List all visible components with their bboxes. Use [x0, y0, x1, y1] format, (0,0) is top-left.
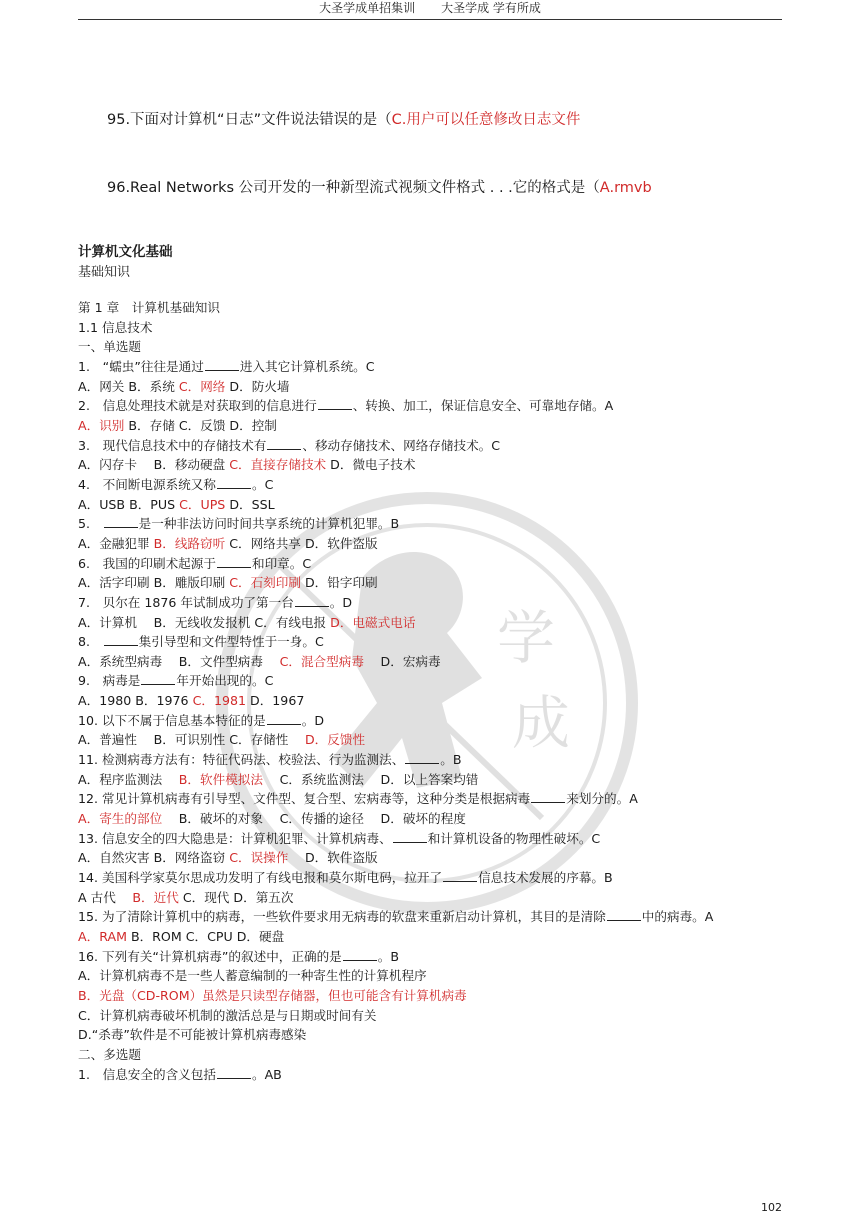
question-text: 9. 病毒是 — [78, 673, 141, 689]
question-14 — [78, 868, 788, 888]
question-95 — [107, 108, 580, 129]
question-10 — [78, 711, 788, 731]
option-text: D．1967 — [246, 693, 305, 709]
option-text: D．防火墙 — [225, 378, 290, 394]
option-text: B．ROM C．CPU D．硬盘 — [126, 929, 285, 944]
option-text: B．破坏的对象 C．传播的途径 D．破坏的程度 — [162, 811, 466, 827]
option-text: A．程序监测法 — [78, 771, 179, 787]
question-text: 15. 为了清除计算机中的病毒，一些软件要求用无病毒的软盘来重新启动计算机，其目的是清除 — [78, 909, 606, 925]
question-3 — [78, 436, 788, 456]
question-text: 和印章。C — [251, 555, 312, 571]
question-10-options — [78, 730, 788, 750]
question-6-options — [78, 573, 788, 593]
question-text: 11. 检测病毒方法有：特征代码法、校验法、行为监测法、 — [78, 752, 405, 768]
answer-blank — [607, 908, 641, 921]
answer-blank — [267, 712, 301, 725]
option-text: D．软件盗版 — [288, 850, 378, 866]
answer-blank — [104, 515, 138, 528]
option-text: D．铅字印刷 — [300, 575, 378, 591]
question-text: 1. “蠕虫”往往是通过 — [78, 358, 204, 374]
question-4-options — [78, 495, 788, 515]
question-text: 来划分的。A — [566, 791, 638, 807]
correct-option: C．混合型病毒 — [279, 653, 364, 669]
correct-option: D．反馈性 — [304, 732, 366, 748]
answer-blank — [104, 633, 138, 646]
option-text: A 古代 — [78, 889, 133, 905]
watermark-text-2: 成 — [512, 689, 571, 757]
question-11-options — [78, 770, 788, 790]
question-text: 10. 以下不属于信息基本特征的是 — [78, 712, 266, 728]
option-text: A．计算机 B．无线收发报机 C．有线电报 — [78, 614, 331, 630]
question-16-option-d: D.“杀毒”软件是不可能被计算机病毒感染 — [78, 1027, 307, 1043]
question-5-options — [78, 534, 788, 554]
question-text: 3. 现代信息技术中的存储技术有 — [78, 437, 267, 453]
answer-blank — [141, 672, 175, 685]
option-text: A．闪存卡 B．移动硬盘 — [78, 457, 230, 473]
question-12-options — [78, 809, 788, 829]
question-15-options — [78, 927, 788, 947]
option-text: A．活字印刷 B．雕版印刷 — [78, 575, 230, 591]
question-text: 信息技术发展的序幕。B — [478, 870, 613, 886]
option-text: A．系统型病毒 B．文件型病毒 — [78, 653, 280, 669]
question-text: 13. 信息安全的四大隐患是：计算机犯罪、计算机病毒、 — [78, 830, 392, 846]
question-96-answer: A.rmvb — [599, 180, 652, 196]
question-11 — [78, 750, 788, 770]
question-16-option-b: B．光盘（CD-ROM）虽然是只读型存储器，但也可能含有计算机病毒 — [78, 987, 467, 1003]
correct-option: B．线路窃听 — [153, 535, 226, 551]
question-3-options — [78, 455, 788, 475]
question-9 — [78, 671, 788, 691]
correct-option: C．石刻印刷 — [229, 575, 301, 591]
question-16: 16. 下列有关“计算机病毒”的叙述中，正确的是 。B — [78, 948, 400, 964]
question-list — [78, 357, 788, 947]
question-5 — [78, 514, 788, 534]
question-text: 、移动存储技术、网络存储技术。C — [302, 437, 501, 453]
correct-option: A．RAM — [78, 929, 127, 944]
correct-option: D．电磁式电话 — [330, 614, 416, 630]
correct-option: C．1981 — [192, 693, 246, 709]
question-8 — [78, 632, 788, 652]
question-text: 。C — [251, 476, 274, 492]
option-text: C．现代 D．第五次 — [178, 889, 294, 905]
question-8-options — [78, 652, 788, 672]
question-96-text: 96.Real Networks 公司开发的一种新型流式视频文件格式 . . .它的格式是（ — [107, 180, 600, 196]
question-16-option-a: A．计算机病毒不是一些人蓄意编制的一种寄生性的计算机程序 — [78, 968, 427, 984]
question-2 — [78, 396, 788, 416]
question-13 — [78, 829, 788, 849]
question-6 — [78, 554, 788, 574]
option-text: A．金融犯罪 — [78, 535, 154, 551]
question-text: 12. 常见计算机病毒有引导型、文件型、复合型、宏病毒等，这种分类是根据病毒 — [78, 791, 531, 807]
question-2-options — [78, 416, 788, 436]
question-text: 和计算机设备的物理性破坏。C — [427, 830, 601, 846]
question-text: 进入其它计算机系统。C — [239, 358, 375, 374]
question-96 — [107, 176, 652, 197]
question-9-options — [78, 691, 788, 711]
question-text: 8. — [78, 634, 103, 650]
question-text: 4. 不间断电源系统又称 — [78, 476, 216, 492]
answer-blank — [318, 397, 352, 410]
question-text: 14. 美国科学家莫尔思成功发明了有线电报和莫尔斯电码，拉开了 — [78, 870, 443, 886]
content-body — [78, 298, 788, 1084]
option-text: A．USB B．PUS — [78, 496, 180, 512]
answer-blank — [443, 869, 477, 882]
question-text: 是一种非法访问时间共享系统的计算机犯罪。B — [138, 516, 400, 532]
answer-blank — [393, 830, 427, 843]
option-text: B．存储 C．反馈 D．控制 — [124, 417, 277, 433]
part-1-title: 一、单选题 — [78, 339, 141, 355]
chapter-title: 第 1 章 计算机基础知识 — [78, 300, 220, 315]
question-7-options — [78, 613, 788, 633]
section-title: 计算机文化基础 — [78, 244, 173, 260]
correct-option: C．网络 — [178, 378, 226, 394]
correct-option: C．误操作 — [229, 850, 289, 866]
option-text: A．普遍性 B．可识别性 C．存储性 — [78, 732, 305, 748]
question-95-text: 95.下面对计算机“日志”文件说法错误的是（ — [107, 112, 392, 128]
option-text: C．网络共享 D．软件盗版 — [225, 535, 378, 551]
correct-option: C．UPS — [179, 496, 226, 512]
question-14-options — [78, 888, 788, 908]
option-text: D．宏病毒 — [363, 653, 441, 669]
answer-blank — [217, 476, 251, 489]
question-1 — [78, 357, 788, 377]
answer-blank — [405, 751, 439, 764]
question-text: 。D — [301, 712, 325, 728]
correct-option: A．识别 — [78, 417, 125, 433]
question-95-answer: C.用户可以任意修改日志文件 — [391, 112, 581, 128]
question-text: 、转换、加工，保证信息安全、可靠地存储。A — [352, 398, 614, 414]
correct-option: B．近代 — [132, 889, 179, 905]
header-left: 大圣学成单招集训 — [319, 1, 416, 15]
question-12 — [78, 789, 788, 809]
answer-blank — [205, 358, 239, 371]
question-text: 6. 我国的印刷术起源于 — [78, 555, 216, 571]
question-text: 中的病毒。A — [641, 909, 714, 925]
multi-question-1: 1. 信息安全的含义包括 。AB — [78, 1066, 282, 1082]
question-text: 。B — [440, 752, 462, 768]
option-text: D．微电子技术 — [326, 457, 416, 473]
question-7 — [78, 593, 788, 613]
option-text: D．SSL — [225, 496, 275, 512]
question-15 — [78, 907, 788, 927]
option-text: C．系统监测法 D．以上答案均错 — [262, 771, 479, 787]
option-text: A．1980 B．1976 — [78, 693, 193, 709]
answer-blank — [295, 594, 329, 607]
question-4 — [78, 475, 788, 495]
question-text: 。D — [329, 594, 353, 610]
page-header — [78, 0, 782, 20]
subsection-title: 1.1 信息技术 — [78, 319, 153, 335]
question-text: 5. — [78, 516, 103, 532]
correct-option: C．直接存储技术 — [229, 457, 327, 473]
header-right: 大圣学成 学有所成 — [441, 1, 541, 15]
question-text: 年开始出现的。C — [176, 673, 274, 689]
answer-blank — [217, 555, 251, 568]
question-16-option-c: C．计算机病毒破坏机制的激活总是与日期或时间有关 — [78, 1007, 377, 1023]
option-text: A．自然灾害 B．网络盗窃 — [78, 850, 230, 866]
option-text: A．网关 B．系统 — [78, 378, 179, 394]
section-subtitle: 基础知识 — [78, 265, 131, 280]
correct-option: B．软件模拟法 — [178, 771, 263, 787]
question-text: 2. 信息处理技术就是对获取到的信息进行 — [78, 398, 317, 414]
page-number: 102 — [761, 1201, 782, 1214]
answer-blank — [531, 790, 565, 803]
correct-option: A．寄生的部位 — [78, 811, 163, 827]
question-13-options — [78, 848, 788, 868]
question-text: 集引导型和文件型特性于一身。C — [138, 634, 324, 650]
question-text: 7. 贝尔在 1876 年试制成功了第一台 — [78, 594, 294, 610]
question-1-options — [78, 377, 788, 397]
part-2-title: 二、多选题 — [78, 1046, 141, 1062]
watermark-text-1: 学 — [497, 604, 556, 672]
answer-blank — [267, 437, 301, 450]
